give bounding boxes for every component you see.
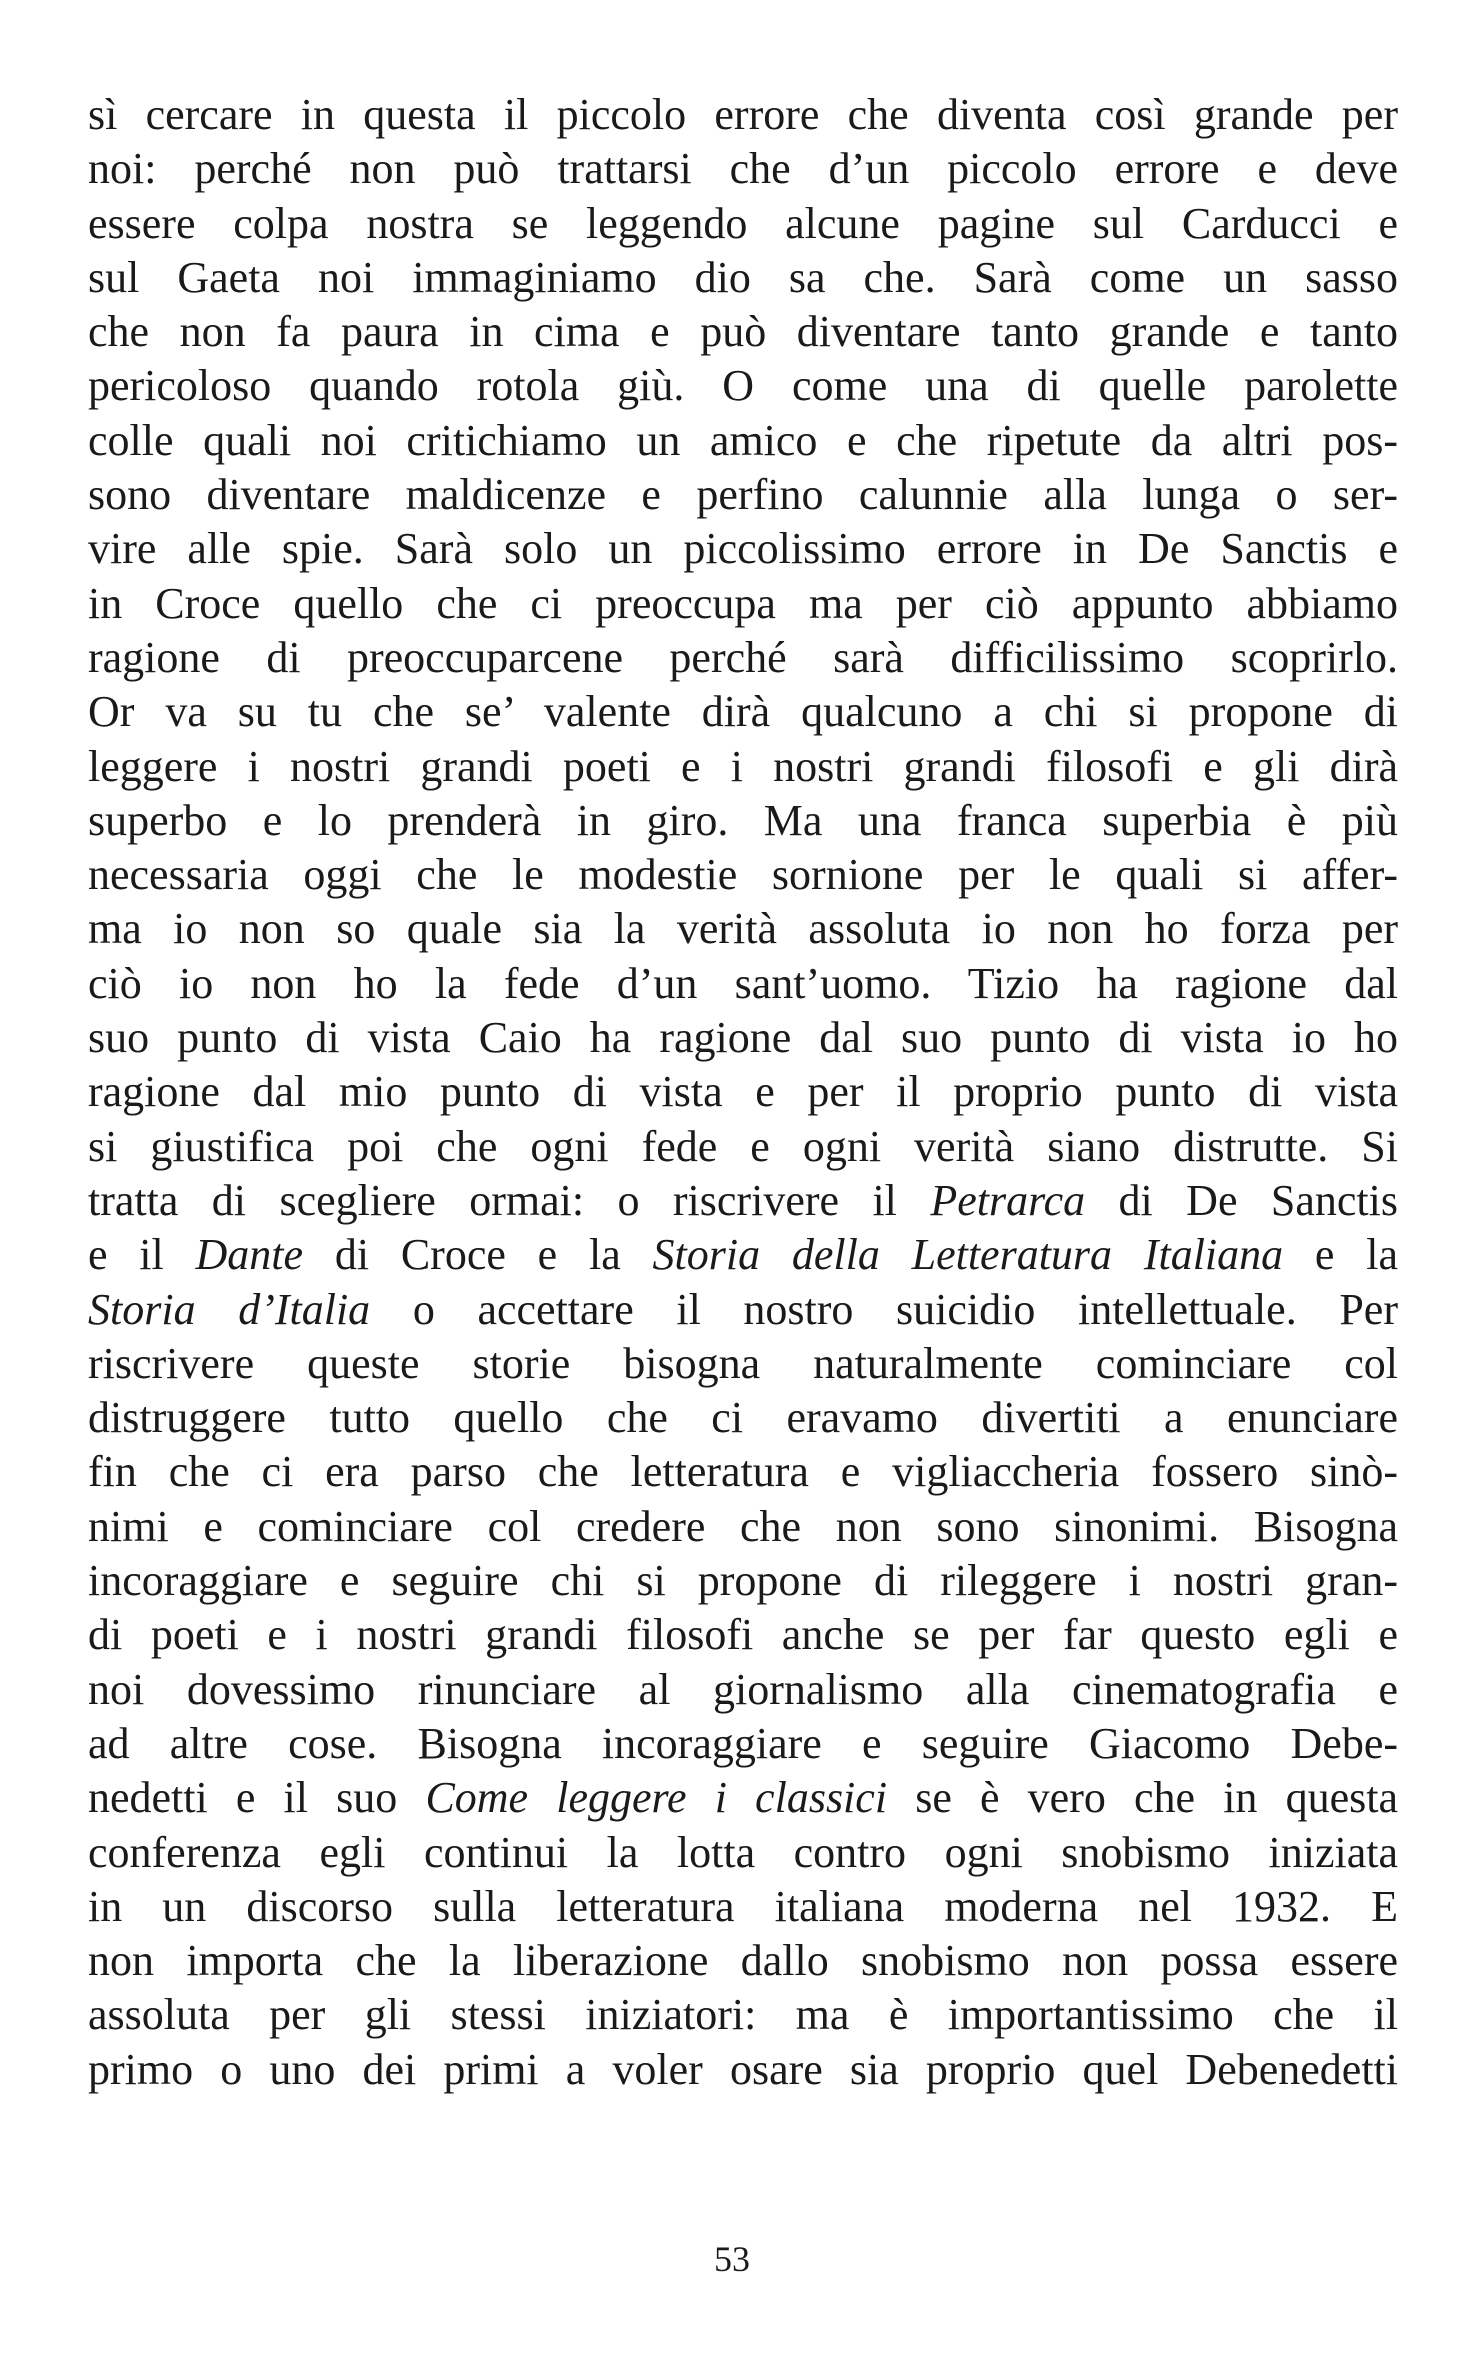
- text-run: ad altre cose. Bisogna incoraggiare e seguire Giacomo Debe-: [88, 1718, 1398, 1768]
- text-line: [88, 902, 1398, 956]
- text-line: [88, 1337, 1398, 1391]
- text-run: incoraggiare e seguire chi si propone di rileggere i nostri gran-: [88, 1556, 1398, 1606]
- text-line: [88, 1011, 1398, 1065]
- text-line: [88, 1826, 1398, 1880]
- text-run: pericoloso quando rotola giù. O come una di quelle parolette: [88, 361, 1398, 411]
- text-line: [88, 631, 1398, 685]
- text-run: sul Gaeta noi immaginiamo dio sa che. Sarà come un sasso: [88, 252, 1398, 302]
- text-run: essere colpa nostra se leggendo alcune pagine sul Carducci e: [88, 198, 1398, 248]
- text-run: tratta di scegliere ormai: o riscrivere il: [88, 1175, 931, 1225]
- text-run: e il: [88, 1230, 196, 1280]
- text-line: [88, 142, 1398, 196]
- text-run: si giustifica poi che ogni fede e ogni verità siano distrutte. Si: [88, 1121, 1398, 1171]
- text-run: distruggere tutto quello che ci eravamo divertiti a enunciare: [88, 1393, 1398, 1443]
- text-run: colle quali noi critichiamo un amico e che ripetute da altri pos-: [88, 415, 1398, 465]
- text-run: nedetti e il suo: [88, 1773, 426, 1823]
- text-run: nimi e cominciare col credere che non sono sinonimi. Bisogna: [88, 1501, 1398, 1551]
- text-line: [88, 1880, 1398, 1934]
- italic-title: Come leggere i classici: [425, 1773, 888, 1823]
- text-run: ma io non so quale sia la verità assoluta io non ho forza per: [88, 904, 1398, 954]
- text-line: [88, 1283, 1398, 1337]
- text-run: superbo e lo prenderà in giro. Ma una franca superbia è più: [88, 795, 1398, 845]
- italic-title: Storia d’Italia: [88, 1284, 371, 1334]
- text-run: assoluta per gli stessi iniziatori: ma è importantissimo che il: [88, 1990, 1398, 2040]
- text-run: di Croce e la: [303, 1230, 653, 1280]
- italic-title: Petrarca: [930, 1175, 1086, 1225]
- text-line: [88, 1663, 1398, 1717]
- text-run: ragione dal mio punto di vista e per il proprio punto di vista: [88, 1067, 1398, 1117]
- text-line: [88, 468, 1398, 522]
- text-run: in Croce quello che ci preoccupa ma per ciò appunto abbiamo: [88, 578, 1398, 628]
- text-line: [88, 1391, 1398, 1445]
- text-line: [88, 848, 1398, 902]
- text-run: di poeti e i nostri grandi filosofi anche se per far questo egli e: [88, 1610, 1398, 1660]
- text-run: primo o uno dei primi a voler osare sia proprio quel Debenedetti: [88, 2044, 1398, 2094]
- text-line: [88, 522, 1398, 576]
- italic-title: Dante: [195, 1230, 304, 1280]
- text-line: [88, 1988, 1398, 2042]
- text-run: conferenza egli continui la lotta contro ogni snobismo iniziata: [88, 1827, 1398, 1877]
- text-run: o accettare il nostro suicidio intellettuale. Per: [370, 1284, 1398, 1334]
- text-line: [88, 1608, 1398, 1662]
- text-line: [88, 1717, 1398, 1771]
- text-run: riscrivere queste storie bisogna naturalmente cominciare col: [88, 1338, 1398, 1388]
- text-line: [88, 1554, 1398, 1608]
- text-run: che non fa paura in cima e può diventare tanto grande e tanto: [88, 307, 1398, 357]
- text-run: vire alle spie. Sarà solo un piccolissimo errore in De Sanctis e: [88, 524, 1398, 574]
- text-line: [88, 1445, 1398, 1499]
- text-line: [88, 1500, 1398, 1554]
- text-run: se è vero che in questa: [887, 1773, 1398, 1823]
- text-run: non importa che la liberazione dallo snobismo non possa essere: [88, 1936, 1398, 1986]
- text-line: [88, 577, 1398, 631]
- text-line: [88, 740, 1398, 794]
- text-run: di De Sanctis: [1085, 1175, 1398, 1225]
- italic-title: Storia della Letteratura Italiana: [652, 1230, 1284, 1280]
- page-number: 53: [714, 2239, 750, 2279]
- text-line: [88, 794, 1398, 848]
- text-run: e la: [1283, 1230, 1398, 1280]
- text-run: Or va su tu che se’ valente dirà qualcuno a chi si propone di: [88, 687, 1398, 737]
- text-run: leggere i nostri grandi poeti e i nostri grandi filosofi e gli dirà: [88, 741, 1398, 791]
- text-run: fin che ci era parso che letteratura e vigliaccheria fossero sinò-: [88, 1447, 1398, 1497]
- text-line: [88, 1120, 1398, 1174]
- text-line: [88, 1065, 1398, 1119]
- text-line: [88, 1228, 1398, 1282]
- text-run: noi: perché non può trattarsi che d’un piccolo errore e deve: [88, 144, 1398, 194]
- body-text: [88, 88, 1398, 2097]
- text-run: ciò io non ho la fede d’un sant’uomo. Tizio ha ragione dal: [88, 958, 1398, 1008]
- text-line: [88, 197, 1398, 251]
- text-run: ragione di preoccuparcene perché sarà difficilissimo scoprirlo.: [88, 632, 1398, 682]
- text-run: sono diventare maldicenze e perfino calunnie alla lunga o ser-: [88, 470, 1398, 520]
- text-line: [88, 2043, 1398, 2097]
- text-run: necessaria oggi che le modestie sornione per le quali si affer-: [88, 850, 1398, 900]
- text-line: [88, 251, 1398, 305]
- text-line: [88, 359, 1398, 413]
- text-line: [88, 88, 1398, 142]
- text-line: [88, 957, 1398, 1011]
- text-run: in un discorso sulla letteratura italiana moderna nel 1932. E: [88, 1881, 1398, 1931]
- text-line: [88, 305, 1398, 359]
- text-run: noi dovessimo rinunciare al giornalismo alla cinematografia e: [88, 1664, 1398, 1714]
- text-run: suo punto di vista Caio ha ragione dal suo punto di vista io ho: [88, 1013, 1398, 1063]
- text-line: [88, 1771, 1398, 1825]
- text-line: [88, 685, 1398, 739]
- text-line: [88, 1174, 1398, 1228]
- text-line: [88, 1934, 1398, 1988]
- text-line: [88, 414, 1398, 468]
- text-run: sì cercare in questa il piccolo errore che diventa così grande per: [88, 90, 1398, 139]
